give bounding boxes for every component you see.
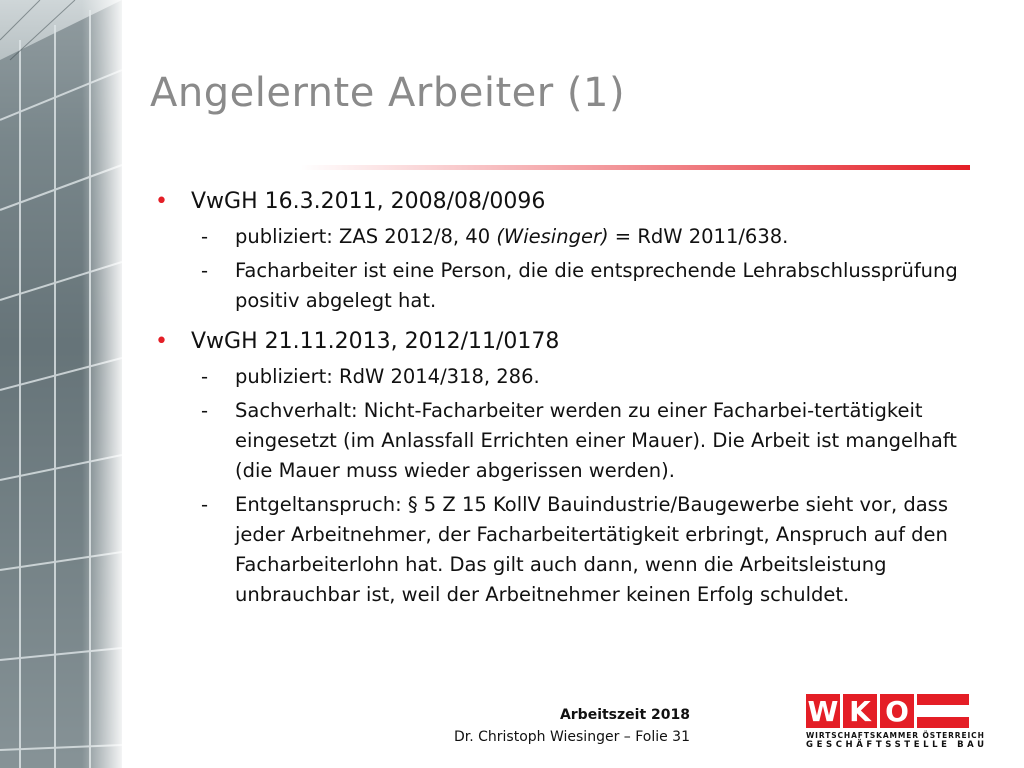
bullet-dot-icon: • — [155, 329, 168, 354]
logo-letter-w: W — [807, 694, 839, 728]
logo-letter-k: K — [843, 694, 877, 728]
logo-letter-o: O — [880, 694, 914, 728]
title-divider — [300, 165, 970, 170]
sub-bullet — [155, 256, 975, 316]
bullet-1 — [155, 186, 975, 218]
dash-icon: - — [201, 493, 209, 516]
sub-bullet-2-2-text: Sachverhalt: Nicht-Facharbeiter werden zu einer Facharbei-tertätigkeit eingesetzt (im Anlassfall Errichten einer Mauer). Die Arbeit ist mangelhaft (die Mauer muss wieder abgerissen werden). — [235, 399, 957, 482]
dash-icon: - — [201, 365, 209, 388]
sub-bullet-2-1-text: publiziert: RdW 2014/318, 286. — [235, 365, 540, 388]
sub-bullet-1-1-em: (Wiesinger) — [496, 225, 609, 248]
sub-bullet — [155, 222, 975, 252]
slide-title: Angelernte Arbeiter (1) — [150, 70, 626, 116]
logo-org-name: WIRTSCHAFTSKAMMER ÖSTERREICH — [806, 731, 985, 740]
dash-icon: - — [201, 399, 209, 422]
bullet-1-text: VwGH 16.3.2011, 2008/08/0096 — [191, 189, 546, 214]
footer-topic: Arbeitszeit 2018 — [559, 707, 690, 723]
slide-footer — [410, 704, 690, 748]
sub-bullet — [155, 396, 975, 486]
austria-flag-icon — [917, 694, 969, 728]
sub-bullet-1-1-post: = RdW 2011/638. — [608, 225, 789, 248]
wko-logo — [806, 694, 988, 754]
slide-content — [155, 186, 975, 614]
dash-icon: - — [201, 259, 209, 282]
sub-bullet-1-2-text: Facharbeiter ist eine Person, die die entsprechende Lehrabschlussprüfung positiv abgelegt hat. — [235, 259, 958, 312]
sub-bullet-2-3-text: Entgeltanspruch: § 5 Z 15 KollV Bauindustrie/Baugewerbe sieht vor, dass jeder Arbeitnehmer, der Facharbeitertätigkeit erbringt, Anspruch auf den Facharbeiterlohn hat. Das gilt auch dann, wenn die Arbeitsleistung unbrauchbar ist, weil der Arbeitnehmer keinen Erfolg schuldet. — [235, 493, 948, 606]
bullet-2 — [155, 326, 975, 358]
sub-bullet-1-1-pre: publiziert: ZAS 2012/8, 40 — [235, 225, 497, 248]
footer-author-slide: Dr. Christoph Wiesinger – Folie 31 — [453, 729, 690, 745]
bullet-2-text: VwGH 21.11.2013, 2012/11/0178 — [191, 329, 560, 354]
building-photo — [0, 0, 122, 768]
dash-icon: - — [201, 225, 209, 248]
sub-bullet — [155, 362, 975, 392]
logo-department: GESCHÄFTSSTELLE BAU — [806, 740, 988, 750]
bullet-dot-icon: • — [155, 189, 168, 214]
sub-bullet — [155, 490, 975, 610]
wko-letters — [806, 694, 972, 728]
